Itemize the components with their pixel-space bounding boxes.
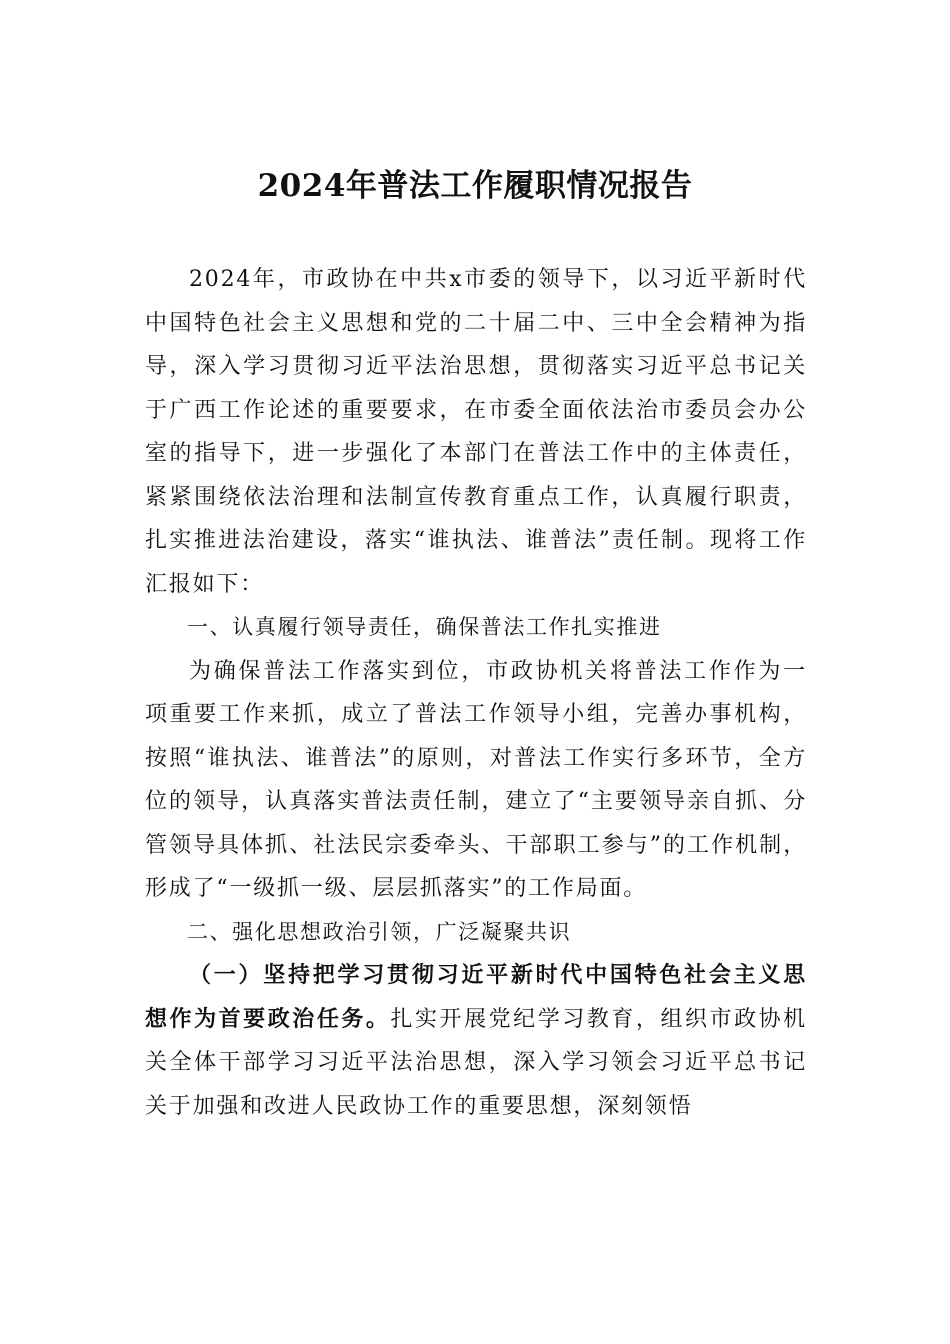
section-1-paragraph: 为确保普法工作落实到位，市政协机关将普法工作作为一项重要工作来抓，成立了普法工作领导小组，完善办事机构，按照“谁执法、谁普法”的原则，对普法工作实行多环节，全方位的领导，认真落实普法责任制，建立了“主要领导亲自抓、分管领导具体抓、社法民宗委牵头、干部职工参与”的工作机制，形成了“一级抓一级、层层抓落实”的工作局面。 <box>145 658 807 901</box>
document-title: 2024年普法工作履职情况报告 <box>257 168 693 204</box>
document-body <box>145 258 807 1128</box>
section-heading-2: 二、强化思想政治引领，广泛凝聚共识 <box>187 919 572 944</box>
subsection-text: 扎实开展党纪学习教育，组织市政协机关全体干部学习习近平法治思想，深入学习领会习近平总书记关于加强和改进人民政协工作的重要思想，深刻领悟 <box>145 1006 807 1119</box>
intro-paragraph: 2024年，市政协在中共x市委的领导下，以习近平新时代中国特色社会主义思想和党的二十届二中、三中全会精神为指导，深入学习贯彻习近平法治思想，贯彻落实习近平总书记关于广西工作论述的重要要求，在市委全面依法治市委员会办公室的指导下，进一步强化了本部门在普法工作中的主体责任，紧紧围绕依法治理和法制宣传教育重点工作，认真履行职责，扎实推进法治建设，落实“谁执法、谁普法”责任制。现将工作汇报如下： <box>145 267 807 597</box>
section-heading-1: 一、认真履行领导责任，确保普法工作扎实推进 <box>187 615 662 639</box>
subsection-lead: （一）坚持把学习贯彻习近平新时代中国特色社会主义思想作为首要政治任务。 <box>145 962 807 1032</box>
section-2-subsection-1-paragraph <box>145 954 807 1128</box>
